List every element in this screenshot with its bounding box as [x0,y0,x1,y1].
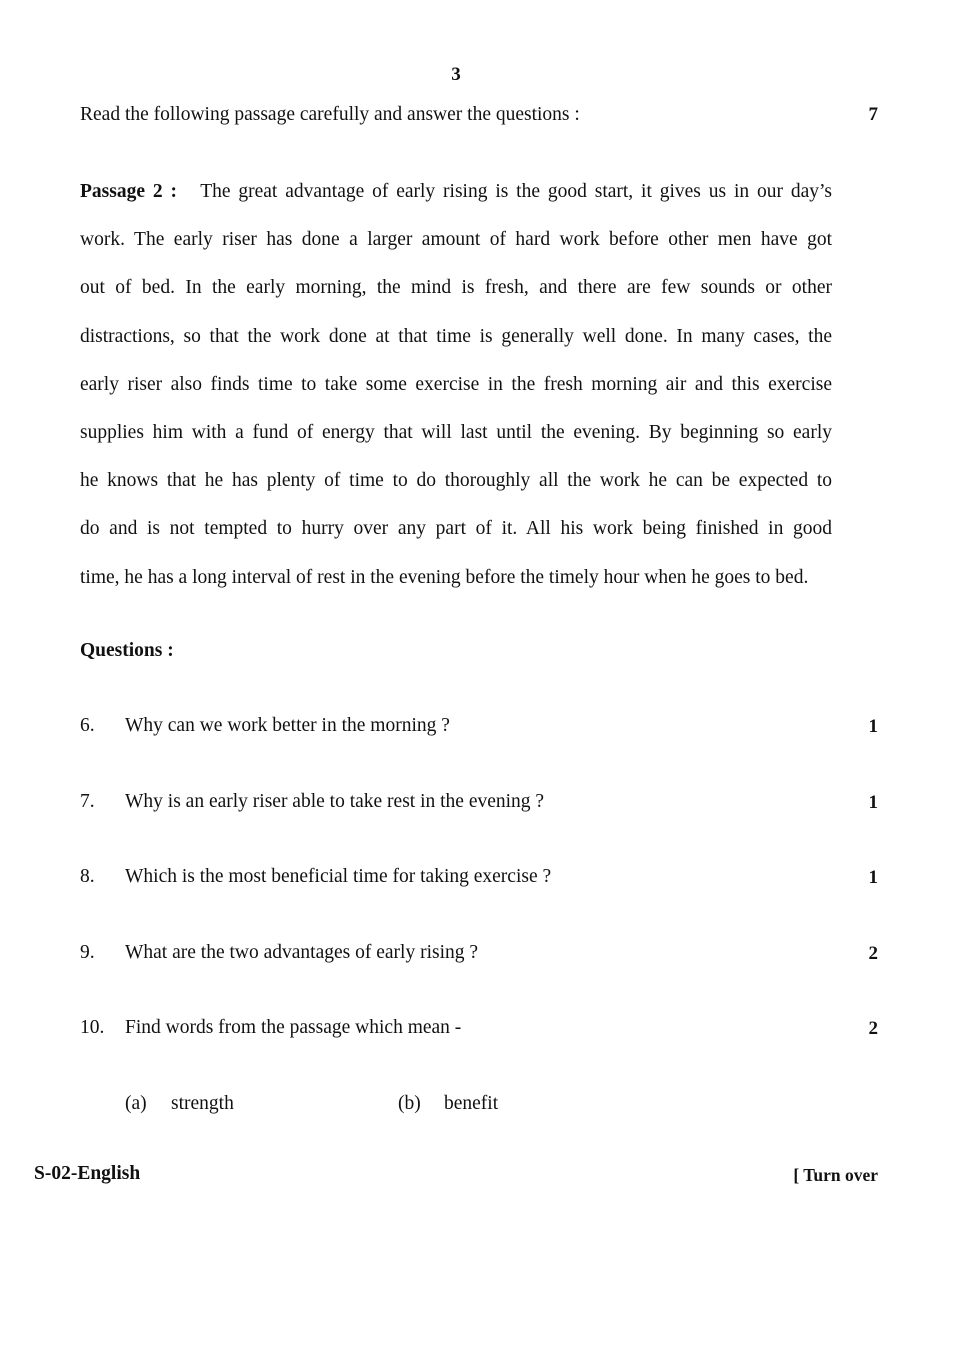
passage-line: Passage 2 : The great advantage of early rising is the good start, it gives us in our day’s [80,181,832,202]
question-text: Find words from the passage which mean - [125,1017,462,1038]
question-text: Which is the most beneficial time for taking exercise ? [125,866,552,887]
question-marks: 2 [868,943,878,964]
question-number: 9. [80,942,95,963]
passage-line: work. The early riser has done a larger amount of hard work before other men have got [80,229,832,251]
option-label: (b) [398,1093,421,1114]
passage-line: he knows that he has plenty of time to do thoroughly all the work he can be expected to [80,470,832,492]
question-text: What are the two advantages of early rising ? [125,942,479,963]
question-text: Why is an early riser able to take rest in the evening ? [125,791,545,812]
question-marks: 1 [868,867,878,888]
option-text: benefit [444,1093,499,1114]
question-marks: 2 [868,1018,878,1039]
instruction-marks: 7 [868,104,878,125]
passage-line: time, he has a long interval of rest in the evening before the timely hour when he goes to bed. [80,566,809,588]
paper-code: S-02-English [34,1163,141,1184]
passage-label: Passage 2 : [80,181,177,202]
turn-over-note: [ Turn over [793,1165,878,1185]
passage [80,168,832,602]
option-text: strength [171,1093,234,1114]
question-marks: 1 [868,792,878,813]
passage-line: distractions, so that the work done at that time is generally well done. In many cases, the [80,325,832,347]
question-marks: 1 [868,716,878,737]
passage-line: supplies him with a fund of energy that will last until the evening. By beginning so early [80,421,832,443]
question-number: 8. [80,866,95,887]
question-number: 7. [80,791,95,812]
passage-line: early riser also finds time to take some exercise in the fresh morning air and this exercise [80,373,832,395]
question-number: 10. [80,1017,105,1038]
option-label: (a) [125,1093,147,1114]
questions-heading: Questions : [80,640,174,661]
question-number: 6. [80,715,95,736]
passage-line: out of bed. In the early morning, the mind is fresh, and there are few sounds or other [80,277,832,299]
passage-line: do and is not tempted to hurry over any part of it. All his work being finished in good [80,518,832,540]
question-text: Why can we work better in the morning ? [125,715,450,736]
instruction-text: Read the following passage carefully and answer the questions : [80,104,580,125]
page-number: 3 [451,64,461,85]
